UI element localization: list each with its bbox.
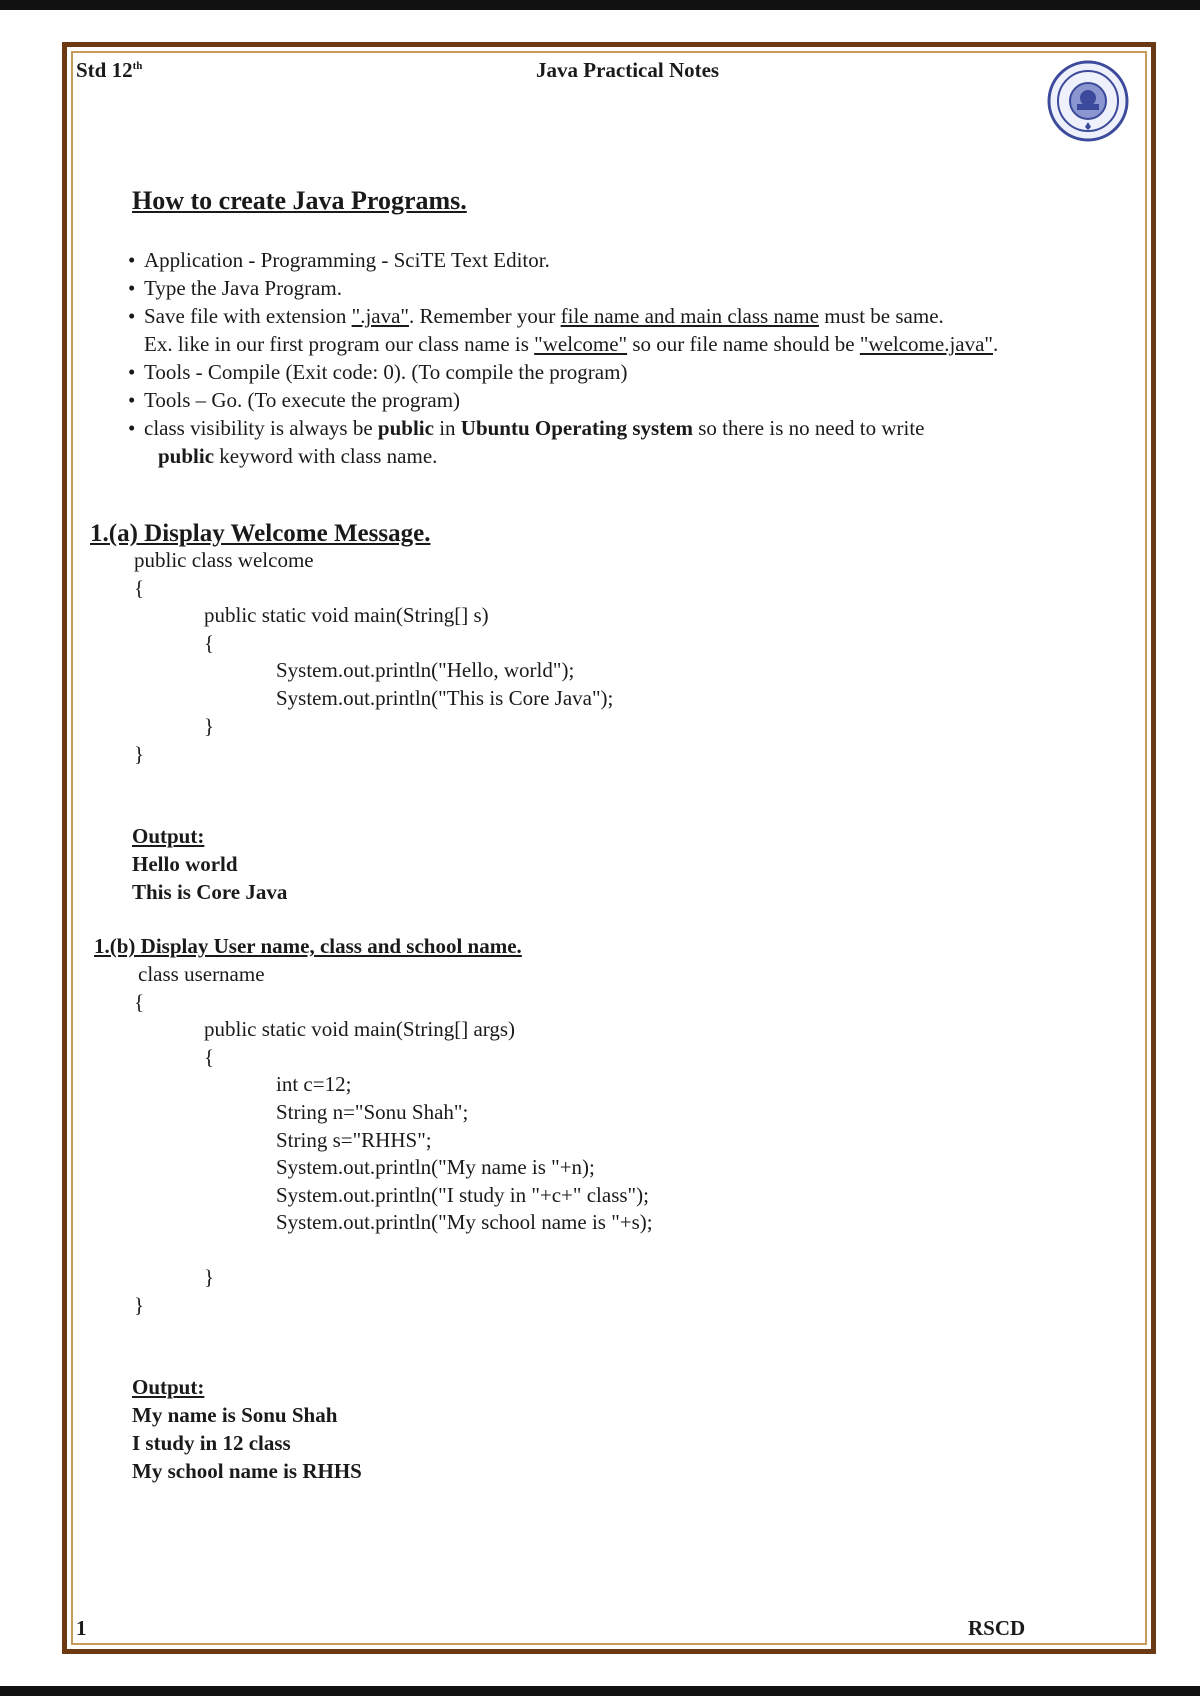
list-item: • Type the Java Program.	[128, 276, 342, 300]
list-item: • Application - Programming - SciTE Text Editor.	[128, 248, 550, 272]
section-b-title: 1.(b) Display User name, class and school name.	[94, 934, 522, 958]
header-title: Java Practical Notes	[536, 58, 720, 82]
main-title: How to create Java Programs.	[132, 186, 467, 215]
page-number: 1	[76, 1616, 87, 1640]
code-line: {	[204, 1045, 215, 1069]
output-line: Hello world	[132, 852, 238, 876]
section-a-title: 1.(a) Display Welcome Message.	[90, 520, 431, 547]
code-line: public static void main(String[] args)	[204, 1017, 516, 1041]
list-item: • Save file with extension ".java". Remember your file name and main class name must be same.	[128, 304, 944, 328]
output-label: Output:	[132, 824, 205, 848]
code-line: public class welcome	[134, 548, 314, 572]
output-line: My school name is RHHS	[132, 1459, 362, 1483]
list-item: • Tools – Go. (To execute the program)	[128, 388, 461, 412]
list-item-continuation: public keyword with class name.	[158, 444, 438, 468]
code-line: }	[204, 1265, 215, 1289]
bottom-edge	[0, 1686, 1200, 1696]
instruction-list	[128, 246, 998, 470]
output-line: This is Core Java	[132, 880, 288, 904]
code-line: System.out.println("My name is "+n);	[276, 1155, 595, 1179]
code-line: {	[134, 990, 145, 1014]
list-item-continuation: Ex. like in our first program our class name is "welcome" so our file name should be "welcome.java".	[144, 332, 999, 356]
code-line: class username	[138, 962, 265, 986]
top-edge	[0, 0, 1200, 10]
code-line: }	[134, 742, 145, 766]
code-line: System.out.println("This is Core Java");	[276, 686, 614, 710]
output-line: My name is Sonu Shah	[132, 1403, 338, 1427]
list-item: • Tools - Compile (Exit code: 0). (To compile the program)	[128, 360, 628, 384]
list-item: • class visibility is always be public in Ubuntu Operating system so there is no need to write	[128, 416, 925, 440]
code-line: System.out.println("I study in "+c+" class");	[276, 1183, 649, 1207]
output-line: I study in 12 class	[132, 1431, 291, 1455]
header-std: Std 12th	[76, 58, 143, 82]
code-line: }	[204, 714, 215, 738]
code-line: int c=12;	[276, 1072, 352, 1096]
code-line: System.out.println("Hello, world");	[276, 658, 575, 682]
school-seal-icon	[1047, 60, 1129, 142]
code-line: {	[204, 631, 215, 655]
code-line: }	[134, 1293, 145, 1317]
footer-initials: RSCD	[968, 1616, 1026, 1640]
code-line: System.out.println("My school name is "+s);	[276, 1210, 653, 1234]
output-label: Output:	[132, 1375, 205, 1399]
code-line: public static void main(String[] s)	[204, 603, 489, 627]
code-line: {	[134, 576, 145, 600]
code-line: String n="Sonu Shah";	[276, 1100, 469, 1124]
code-line: String s="RHHS";	[276, 1128, 432, 1152]
